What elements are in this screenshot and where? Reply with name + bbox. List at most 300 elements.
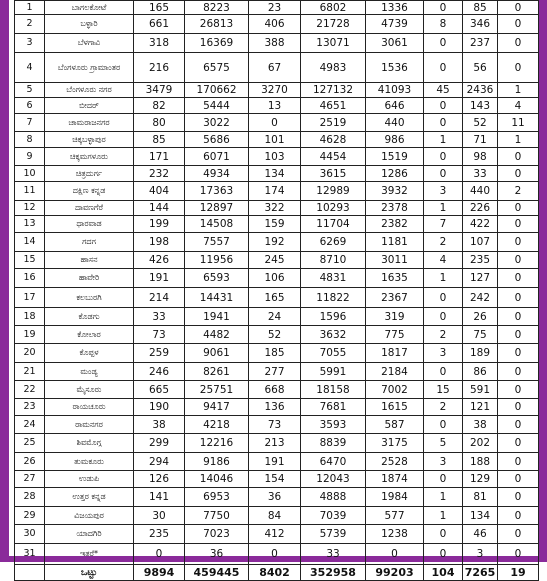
value-cell: 0 [498, 53, 539, 83]
value-cell: 134 [249, 166, 301, 182]
value-cell: 21728 [301, 15, 366, 34]
value-cell: 4454 [301, 148, 366, 166]
value-cell: 56 [463, 53, 498, 83]
sno-cell: 11 [15, 182, 45, 201]
value-cell: 661 [134, 15, 185, 34]
district-cell: ತುಮಕೂರು [45, 453, 134, 471]
value-cell: 26813 [185, 15, 249, 34]
sno-cell: 10 [15, 166, 45, 182]
sno-cell: 1 [15, 1, 45, 15]
value-cell: 30 [134, 507, 185, 525]
value-cell: 127132 [301, 83, 366, 98]
sno-cell: 26 [15, 453, 45, 471]
value-cell: 13 [249, 98, 301, 114]
value-cell: 7023 [185, 525, 249, 544]
table-row [15, 216, 539, 233]
value-cell: 45 [424, 83, 463, 98]
value-cell: 246 [134, 363, 185, 381]
district-cell: ಉಡುಪಿ [45, 471, 134, 488]
sno-cell: 2 [15, 15, 45, 34]
sno-cell: 5 [15, 83, 45, 98]
value-cell: 0 [498, 525, 539, 544]
value-cell: 25751 [185, 381, 249, 399]
value-cell: 6071 [185, 148, 249, 166]
sno-cell: 4 [15, 53, 45, 83]
district-cell: ಉತ್ತರ ಕನ್ನಡ [45, 488, 134, 507]
value-cell: 0 [249, 544, 301, 565]
sno-cell: 29 [15, 507, 45, 525]
sno-cell: 22 [15, 381, 45, 399]
value-cell: 775 [366, 326, 424, 344]
value-cell: 33 [301, 544, 366, 565]
sno-cell: 8 [15, 132, 45, 148]
value-cell: 1 [498, 83, 539, 98]
value-cell: 406 [249, 15, 301, 34]
table-row [15, 453, 539, 471]
district-cell: ಬೆಂಗಳೂರು ಗ್ರಾಮಾಂತರ [45, 53, 134, 83]
value-cell: 98 [463, 148, 498, 166]
value-cell: 2519 [301, 114, 366, 132]
value-cell: 0 [498, 363, 539, 381]
value-cell: 0 [498, 471, 539, 488]
table-row [15, 416, 539, 434]
total-value-cell: 99203 [366, 565, 424, 581]
value-cell: 6575 [185, 53, 249, 83]
value-cell: 0 [498, 308, 539, 326]
district-cell: ಚಾಮರಾಜನಗರ [45, 114, 134, 132]
value-cell: 11704 [301, 216, 366, 233]
sno-cell: 6 [15, 98, 45, 114]
district-cell: ಮೈಸೂರು [45, 381, 134, 399]
value-cell: 73 [134, 326, 185, 344]
value-cell: 7055 [301, 344, 366, 363]
value-cell: 235 [463, 252, 498, 269]
sno-cell: 19 [15, 326, 45, 344]
value-cell: 4739 [366, 15, 424, 34]
value-cell: 0 [424, 525, 463, 544]
value-cell: 18158 [301, 381, 366, 399]
value-cell: 346 [463, 15, 498, 34]
value-cell: 1 [424, 132, 463, 148]
value-cell: 259 [134, 344, 185, 363]
value-cell: 0 [498, 216, 539, 233]
value-cell: 3 [463, 544, 498, 565]
district-cell: ಹಾಸನ [45, 252, 134, 269]
value-cell: 426 [134, 252, 185, 269]
table-row [15, 1, 539, 15]
value-cell: 2436 [463, 83, 498, 98]
value-cell: 9186 [185, 453, 249, 471]
value-cell: 0 [424, 288, 463, 308]
value-cell: 84 [249, 507, 301, 525]
value-cell: 103 [249, 148, 301, 166]
value-cell: 4218 [185, 416, 249, 434]
value-cell: 33 [134, 308, 185, 326]
district-cell: ಚಿಕ್ಕಬಳ್ಳಾಪುರ [45, 132, 134, 148]
total-value-cell: 9894 [134, 565, 185, 581]
district-cell: ಗದಗ [45, 233, 134, 252]
value-cell: 0 [424, 1, 463, 15]
table-row [15, 132, 539, 148]
value-cell: 1 [424, 488, 463, 507]
value-cell: 412 [249, 525, 301, 544]
value-cell: 3593 [301, 416, 366, 434]
table-row [15, 53, 539, 83]
value-cell: 0 [498, 416, 539, 434]
value-cell: 85 [463, 1, 498, 15]
value-cell: 986 [366, 132, 424, 148]
value-cell: 41093 [366, 83, 424, 98]
value-cell: 4888 [301, 488, 366, 507]
district-cell: ಬೆಳಗಾವಿ [45, 34, 134, 53]
value-cell: 73 [249, 416, 301, 434]
district-cell: ಬೀದರ್ [45, 98, 134, 114]
value-cell: 0 [498, 399, 539, 416]
value-cell: 0 [498, 488, 539, 507]
value-cell: 81 [463, 488, 498, 507]
sno-cell: 20 [15, 344, 45, 363]
district-cell: ಕೊಡಗು [45, 308, 134, 326]
value-cell: 52 [249, 326, 301, 344]
district-cell: ಬಾಗಲಕೋಟೆ [45, 1, 134, 15]
value-cell: 12043 [301, 471, 366, 488]
district-cell: ರಾಮನಗರ [45, 416, 134, 434]
value-cell: 1 [424, 201, 463, 216]
value-cell: 5739 [301, 525, 366, 544]
value-cell: 245 [249, 252, 301, 269]
value-cell: 52 [463, 114, 498, 132]
value-cell: 0 [498, 544, 539, 565]
value-cell: 2184 [366, 363, 424, 381]
value-cell: 4482 [185, 326, 249, 344]
value-cell: 0 [498, 148, 539, 166]
sno-cell: 15 [15, 252, 45, 269]
district-cell: ಹಾವೇರಿ [45, 269, 134, 288]
value-cell: 171 [134, 148, 185, 166]
value-cell: 440 [366, 114, 424, 132]
value-cell: 67 [249, 53, 301, 83]
value-cell: 1519 [366, 148, 424, 166]
table-row [15, 544, 539, 565]
value-cell: 213 [249, 434, 301, 453]
table-row [15, 252, 539, 269]
value-cell: 2 [424, 233, 463, 252]
value-cell: 185 [249, 344, 301, 363]
value-cell: 107 [463, 233, 498, 252]
value-cell: 1984 [366, 488, 424, 507]
value-cell: 86 [463, 363, 498, 381]
value-cell: 4831 [301, 269, 366, 288]
value-cell: 36 [185, 544, 249, 565]
sno-cell: 28 [15, 488, 45, 507]
value-cell: 6593 [185, 269, 249, 288]
value-cell: 12989 [301, 182, 366, 201]
value-cell: 174 [249, 182, 301, 201]
value-cell: 24 [249, 308, 301, 326]
district-cell: ಮಂಡ್ಯ [45, 363, 134, 381]
value-cell: 9061 [185, 344, 249, 363]
value-cell: 15 [424, 381, 463, 399]
sno-cell: 3 [15, 34, 45, 53]
district-cell: ಯಾದಗಿರಿ [45, 525, 134, 544]
value-cell: 294 [134, 453, 185, 471]
value-cell: 0 [498, 381, 539, 399]
table-row [15, 525, 539, 544]
value-cell: 319 [366, 308, 424, 326]
value-cell: 5991 [301, 363, 366, 381]
table-row [15, 363, 539, 381]
district-cell: ರಾಯಚೂರು [45, 399, 134, 416]
value-cell: 1635 [366, 269, 424, 288]
value-cell: 7750 [185, 507, 249, 525]
value-cell: 4983 [301, 53, 366, 83]
value-cell: 85 [134, 132, 185, 148]
table-row [15, 308, 539, 326]
value-cell: 2382 [366, 216, 424, 233]
table-row [15, 98, 539, 114]
value-cell: 159 [249, 216, 301, 233]
sno-cell: 12 [15, 201, 45, 216]
value-cell: 0 [498, 434, 539, 453]
value-cell: 0 [498, 166, 539, 182]
value-cell: 1286 [366, 166, 424, 182]
value-cell: 3270 [249, 83, 301, 98]
total-value-cell: 8402 [249, 565, 301, 581]
value-cell: 188 [463, 453, 498, 471]
value-cell: 1817 [366, 344, 424, 363]
district-cell: ದಾವಣಗೆರೆ [45, 201, 134, 216]
value-cell: 3632 [301, 326, 366, 344]
value-cell: 3615 [301, 166, 366, 182]
table-row [15, 269, 539, 288]
value-cell: 8710 [301, 252, 366, 269]
value-cell: 1181 [366, 233, 424, 252]
total-value-cell: 352958 [301, 565, 366, 581]
value-cell: 4628 [301, 132, 366, 148]
value-cell: 12897 [185, 201, 249, 216]
sno-cell: 13 [15, 216, 45, 233]
value-cell: 3 [424, 344, 463, 363]
value-cell: 2 [424, 399, 463, 416]
value-cell: 80 [134, 114, 185, 132]
value-cell: 577 [366, 507, 424, 525]
value-cell: 277 [249, 363, 301, 381]
value-cell: 422 [463, 216, 498, 233]
value-cell: 5686 [185, 132, 249, 148]
value-cell: 2 [424, 326, 463, 344]
value-cell: 591 [463, 381, 498, 399]
value-cell: 2367 [366, 288, 424, 308]
value-cell: 0 [424, 416, 463, 434]
total-label: ಒಟ್ಟು [45, 565, 134, 581]
value-cell: 237 [463, 34, 498, 53]
value-cell: 0 [424, 363, 463, 381]
value-cell: 0 [366, 544, 424, 565]
table-row [15, 381, 539, 399]
value-cell: 226 [463, 201, 498, 216]
value-cell: 141 [134, 488, 185, 507]
value-cell: 0 [498, 288, 539, 308]
value-cell: 165 [249, 288, 301, 308]
value-cell: 26 [463, 308, 498, 326]
table-row [15, 344, 539, 363]
value-cell: 202 [463, 434, 498, 453]
value-cell: 46 [463, 525, 498, 544]
value-cell: 1336 [366, 1, 424, 15]
value-cell: 4 [424, 252, 463, 269]
value-cell: 232 [134, 166, 185, 182]
value-cell: 0 [249, 114, 301, 132]
value-cell: 143 [463, 98, 498, 114]
table-row [15, 148, 539, 166]
value-cell: 4934 [185, 166, 249, 182]
value-cell: 0 [134, 544, 185, 565]
district-cell: ದಕ್ಷಿಣ ಕನ್ನಡ [45, 182, 134, 201]
district-cell: ಶಿವಮೊಗ್ಗ [45, 434, 134, 453]
table-row [15, 114, 539, 132]
value-cell: 299 [134, 434, 185, 453]
value-cell: 318 [134, 34, 185, 53]
value-cell: 1 [498, 132, 539, 148]
district-cell: ಧಾರವಾಡ [45, 216, 134, 233]
value-cell: 0 [424, 544, 463, 565]
value-cell: 8 [424, 15, 463, 34]
value-cell: 7557 [185, 233, 249, 252]
value-cell: 191 [134, 269, 185, 288]
value-cell: 189 [463, 344, 498, 363]
sno-cell: 25 [15, 434, 45, 453]
value-cell: 71 [463, 132, 498, 148]
district-cell: ವಿಜಯಪುರ [45, 507, 134, 525]
sno-cell: 7 [15, 114, 45, 132]
value-cell: 0 [498, 233, 539, 252]
value-cell: 3479 [134, 83, 185, 98]
value-cell: 3061 [366, 34, 424, 53]
value-cell: 0 [424, 53, 463, 83]
value-cell: 0 [498, 507, 539, 525]
sno-cell: 31 [15, 544, 45, 565]
value-cell: 36 [249, 488, 301, 507]
value-cell: 587 [366, 416, 424, 434]
value-cell: 192 [249, 233, 301, 252]
value-cell: 165 [134, 1, 185, 15]
value-cell: 14508 [185, 216, 249, 233]
value-cell: 154 [249, 471, 301, 488]
value-cell: 121 [463, 399, 498, 416]
value-cell: 0 [424, 114, 463, 132]
value-cell: 7681 [301, 399, 366, 416]
value-cell: 144 [134, 201, 185, 216]
value-cell: 170662 [185, 83, 249, 98]
value-cell: 14431 [185, 288, 249, 308]
value-cell: 12216 [185, 434, 249, 453]
table-row [15, 399, 539, 416]
value-cell: 198 [134, 233, 185, 252]
table-row [15, 233, 539, 252]
value-cell: 17363 [185, 182, 249, 201]
value-cell: 13071 [301, 34, 366, 53]
value-cell: 3 [424, 453, 463, 471]
value-cell: 127 [463, 269, 498, 288]
sno-cell: 24 [15, 416, 45, 434]
value-cell: 191 [249, 453, 301, 471]
value-cell: 404 [134, 182, 185, 201]
value-cell: 3175 [366, 434, 424, 453]
value-cell: 235 [134, 525, 185, 544]
value-cell: 101 [249, 132, 301, 148]
value-cell: 1536 [366, 53, 424, 83]
value-cell: 9417 [185, 399, 249, 416]
value-cell: 0 [498, 326, 539, 344]
value-cell: 2528 [366, 453, 424, 471]
district-cell: ಚಿಕ್ಕಮಗಳೂರು [45, 148, 134, 166]
value-cell: 6953 [185, 488, 249, 507]
value-cell: 134 [463, 507, 498, 525]
value-cell: 82 [134, 98, 185, 114]
value-cell: 7002 [366, 381, 424, 399]
value-cell: 0 [498, 344, 539, 363]
sno-cell: 23 [15, 399, 45, 416]
value-cell: 5 [424, 434, 463, 453]
table-row [15, 201, 539, 216]
total-value-cell: 104 [424, 565, 463, 581]
value-cell: 8223 [185, 1, 249, 15]
table-row [15, 34, 539, 53]
sno-cell: 21 [15, 363, 45, 381]
table-row [15, 434, 539, 453]
sno-cell: 27 [15, 471, 45, 488]
value-cell: 8839 [301, 434, 366, 453]
sno-cell: 17 [15, 288, 45, 308]
value-cell: 440 [463, 182, 498, 201]
sno-cell: 9 [15, 148, 45, 166]
value-cell: 0 [498, 453, 539, 471]
district-cell: ಬಳ್ಳಾರಿ [45, 15, 134, 34]
value-cell: 5444 [185, 98, 249, 114]
value-cell: 1 [424, 269, 463, 288]
value-cell: 136 [249, 399, 301, 416]
value-cell: 0 [498, 252, 539, 269]
value-cell: 11956 [185, 252, 249, 269]
value-cell: 106 [249, 269, 301, 288]
table-row [15, 288, 539, 308]
value-cell: 1596 [301, 308, 366, 326]
total-value-cell: 19 [498, 565, 539, 581]
value-cell: 0 [424, 148, 463, 166]
value-cell: 33 [463, 166, 498, 182]
district-covid-table [14, 0, 539, 581]
value-cell: 6269 [301, 233, 366, 252]
value-cell: 3022 [185, 114, 249, 132]
total-value-cell: 7265 [463, 565, 498, 581]
value-cell: 1 [424, 507, 463, 525]
value-cell: 242 [463, 288, 498, 308]
value-cell: 38 [134, 416, 185, 434]
value-cell: 3 [424, 182, 463, 201]
table-body [15, 1, 539, 581]
table-row [15, 471, 539, 488]
value-cell: 3011 [366, 252, 424, 269]
value-cell: 126 [134, 471, 185, 488]
district-cell: ಬೆಂಗಳೂರು ನಗರ [45, 83, 134, 98]
value-cell: 7 [424, 216, 463, 233]
sno-cell: 18 [15, 308, 45, 326]
value-cell: 322 [249, 201, 301, 216]
value-cell: 216 [134, 53, 185, 83]
value-cell: 1941 [185, 308, 249, 326]
table-row [15, 326, 539, 344]
value-cell: 665 [134, 381, 185, 399]
